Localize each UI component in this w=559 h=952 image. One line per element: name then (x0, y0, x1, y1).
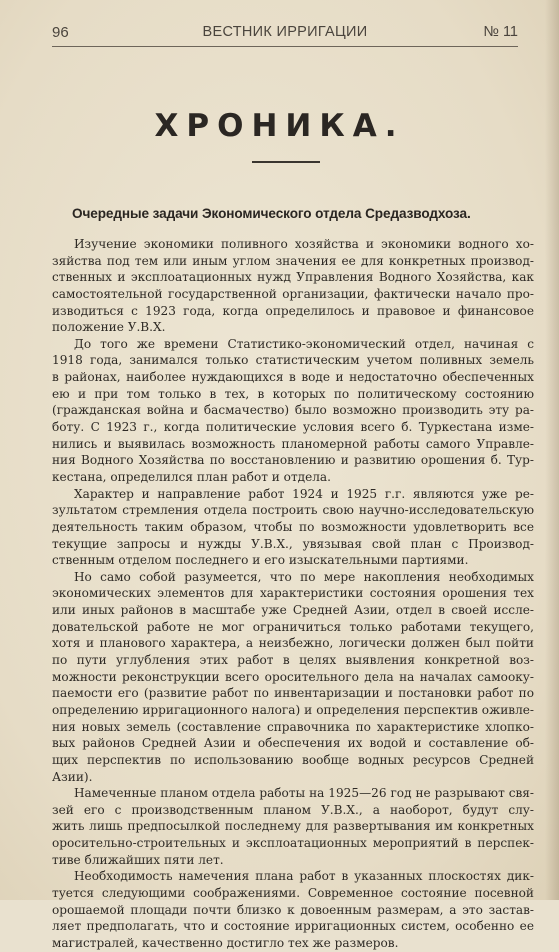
text-line: ственным отделом последнего и его изыскательными партиями. (52, 553, 469, 568)
text-line: экономических элементов для характеристики состояния орошения тех (52, 586, 534, 601)
text-line: ею и при том только в тех, в которых по политическому состоянию (52, 386, 534, 401)
text-line: ния новых земель (составление справочника по характеристике хлопко- (52, 719, 534, 734)
text-line: или иных районов в масштабе уже Средней Азии, отдел в своей иссле- (52, 603, 534, 618)
text-line: тиве ближайших пяти лет. (52, 852, 224, 867)
text-line: 1918 года, занимался только статистическим учетом поливных земель (52, 353, 534, 368)
text-line: Характер и направление работ 1924 и 1925 г.г. являются уже ре- (74, 486, 534, 501)
text-line: паемости его (развитие работ по инвентаризации и постановки работ по (52, 686, 534, 701)
issue-number: № 11 (483, 24, 518, 40)
text-line: магистралей, качественно достигло тех же размеров. (52, 935, 399, 950)
article-title: Очередные задачи Экономического отдела Средазводхоза. (72, 206, 471, 221)
text-line: туется следующими соображениями. Современное состояние посевной (52, 885, 534, 900)
article-body (52, 236, 534, 952)
text-line: текущие запросы и нужды У.В.Х., увязывая свой план с Производ- (52, 536, 534, 551)
section-title: ХРОНИКА. (154, 108, 405, 144)
text-line: довательской работе не мог ограничиться только работами текущего, (52, 619, 534, 634)
title-divider (252, 161, 320, 163)
text-line: кестана, определился план работ и отдела. (52, 469, 331, 484)
text-line: зяйства под тем или иным углом значения ее для конкретных производ- (52, 253, 534, 268)
text-line: хотя и планового характера, а неизбежно, логически должен был пойти (52, 636, 534, 651)
text-line: зультатом стремления отдела построить свою научно-исследовательскую (52, 503, 534, 518)
page-number: 96 (52, 24, 69, 41)
text-line: щих перспектив по использованию вообще водных ресурсов Средней (52, 752, 534, 767)
text-line: самостоятельной государственной организации, фактически начало про- (52, 286, 534, 301)
text-line: по пути углубления этих работ в целях выявления конкретной воз- (52, 653, 534, 668)
text-line: ственных и эксплоатационных нужд Управления Водного Хозяйства, как (52, 270, 534, 285)
text-line: нились и выявилась возможность планомерной работы самого Управле- (52, 436, 534, 451)
text-line: (гражданская война и басмачество) было возможно производить эту ра- (52, 403, 534, 418)
running-header (52, 22, 518, 47)
text-line: Азии). (52, 769, 93, 784)
text-line: Намеченные планом отдела работы на 1925—26 год не разрывают свя- (74, 786, 534, 801)
text-line: изводиться с 1923 года, когда определилось и правовое и финансовое (52, 303, 534, 318)
text-line: определению ирригационного налога) и определения перспектив оживле- (52, 702, 534, 717)
text-line: деятельность таким образом, чтобы по возможности удовлетворить все (52, 519, 534, 534)
text-line: жить лишь предпосылкой последнему для развертывания им конкретных (52, 819, 534, 834)
journal-title: ВЕСТНИК ИРРИГАЦИИ (202, 24, 368, 40)
text-line: Но само собой разумеется, что по мере накопления необходимых (74, 569, 534, 584)
text-line: ния Водного Хозяйства по восстановлению и развитию орошения б. Тур- (52, 453, 534, 468)
text-line: ляет предполагать, что и состояние ирригационных систем, особенно ее (52, 919, 534, 934)
text-line: орошаемой площади почти близко к довоенным размерам, а это застав- (52, 902, 534, 917)
text-line: Изучение экономики поливного хозяйства и экономики водного хо- (74, 237, 534, 251)
text-line: Необходимость намечения плана работ в указанных плоскостях дик- (74, 869, 534, 884)
text-line: До того же времени Статистико-экономический отдел, начиная с (74, 336, 534, 351)
text-line: оросительно-строительных и эксплоатационных мероприятий в перспек- (52, 836, 534, 851)
text-line: вых районов Средней Азии и обеспечения их водой и составление об- (52, 736, 534, 751)
text-line: в районах, наиболее нуждающихся в воде и недостаточно обеспеченных (52, 370, 534, 385)
text-line: боту. С 1923 г., когда политические условия всего б. Туркестана изме- (52, 420, 534, 435)
text-line: можности реконструкции всего оросительного дела на началах самооку- (52, 669, 534, 684)
text-line: зей его с производственным планом У.В.Х., а наоборот, будут слу- (52, 802, 534, 817)
text-line: положение У.В.Х. (52, 320, 166, 335)
